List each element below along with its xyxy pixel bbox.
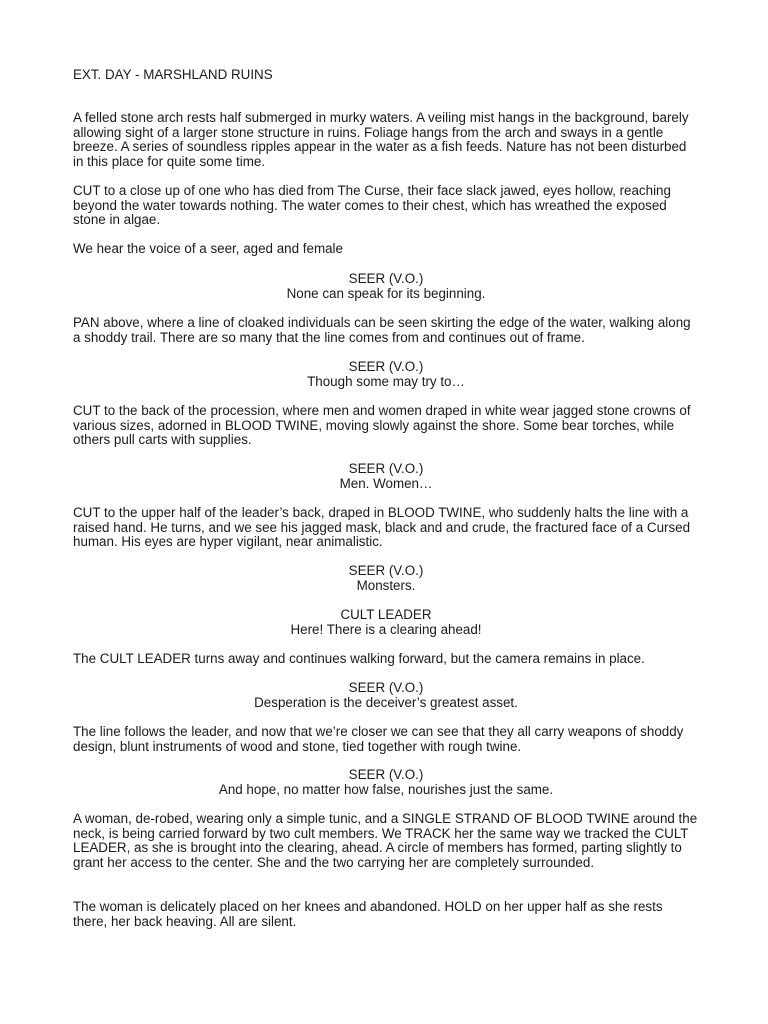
dialogue-block [73, 272, 699, 301]
action-paragraph: We hear the voice of a seer, aged and female [73, 241, 343, 256]
action-paragraph: A woman, de-robed, wearing only a simple tunic, and a SINGLE STRAND OF BLOOD TWINE around the neck, is being carried forward by two cult members. We TRACK her the same way we tracked the CULT LEADER, as she is brought into the clearing, ahead. A circle of members has formed, parting slightly to grant her access to the center. She and the two carrying her are completely surrounded. [73, 811, 698, 870]
scene-heading: EXT. DAY - MARSHLAND RUINS [73, 67, 273, 82]
character-name: SEER (V.O.) [348, 461, 424, 476]
action-paragraph: PAN above, where a line of cloaked individuals can be seen skirting the edge of the water, walking along a shoddy trail. There are so many that the line comes from and continues out of frame. [73, 315, 691, 345]
action-paragraph: The woman is delicately placed on her knees and abandoned. HOLD on her upper half as she rests there, her back heaving. All are silent. [73, 899, 663, 929]
dialogue-line: Here! There is a clearing ahead! [290, 621, 482, 637]
dialogue-line: Men. Women… [339, 475, 433, 491]
dialogue-block [73, 360, 699, 389]
dialogue-line: Monsters. [356, 577, 416, 593]
character-name: SEER (V.O.) [348, 563, 424, 578]
dialogue-block [73, 681, 699, 710]
dialogue-block [73, 608, 699, 637]
action-paragraph: The CULT LEADER turns away and continues walking forward, but the camera remains in place. [73, 651, 645, 666]
action-paragraph: CUT to a close up of one who has died from The Curse, their face slack jawed, eyes hollow, reaching beyond the water towards nothing. The water comes to their chest, which has wreathed the exposed stone in algae. [73, 183, 671, 228]
character-name: SEER (V.O.) [348, 359, 424, 374]
character-name: SEER (V.O.) [348, 767, 424, 782]
action-paragraph: A felled stone arch rests half submerged in murky waters. A veiling mist hangs in the background, barely allowing sight of a larger stone structure in ruins. Foliage hangs from the arch and sways in a gentle breeze. A series of soundless ripples appear in the water as a fish feeds. Nature has not been disturbed in this place for quite some time. [73, 110, 689, 169]
action-paragraph: The line follows the leader, and now that we’re closer we can see that they all carry weapons of shoddy design, blunt instruments of wood and stone, tied together with rough twine. [73, 724, 684, 754]
dialogue-block [73, 462, 699, 491]
character-name: SEER (V.O.) [348, 680, 424, 695]
character-name: SEER (V.O.) [348, 271, 424, 286]
character-name: CULT LEADER [340, 607, 432, 622]
dialogue-line: Desperation is the deceiver’s greatest asset. [254, 694, 518, 710]
dialogue-line: None can speak for its beginning. [286, 285, 486, 301]
action-paragraph: CUT to the upper half of the leader’s back, draped in BLOOD TWINE, who suddenly halts the line with a raised hand. He turns, and we see his jagged mask, black and and crude, the fractured face of a Cursed human. His eyes are hyper vigilant, near animalistic. [73, 505, 691, 550]
action-paragraph: CUT to the back of the procession, where men and women draped in white wear jagged stone crowns of various sizes, adorned in BLOOD TWINE, moving slowly against the shore. Some bear torches, while others pull carts with supplies. [73, 403, 691, 448]
dialogue-line: Though some may try to… [307, 373, 465, 389]
dialogue-line: And hope, no matter how false, nourishes just the same. [218, 781, 554, 797]
dialogue-block [73, 768, 699, 797]
dialogue-block [73, 564, 699, 593]
